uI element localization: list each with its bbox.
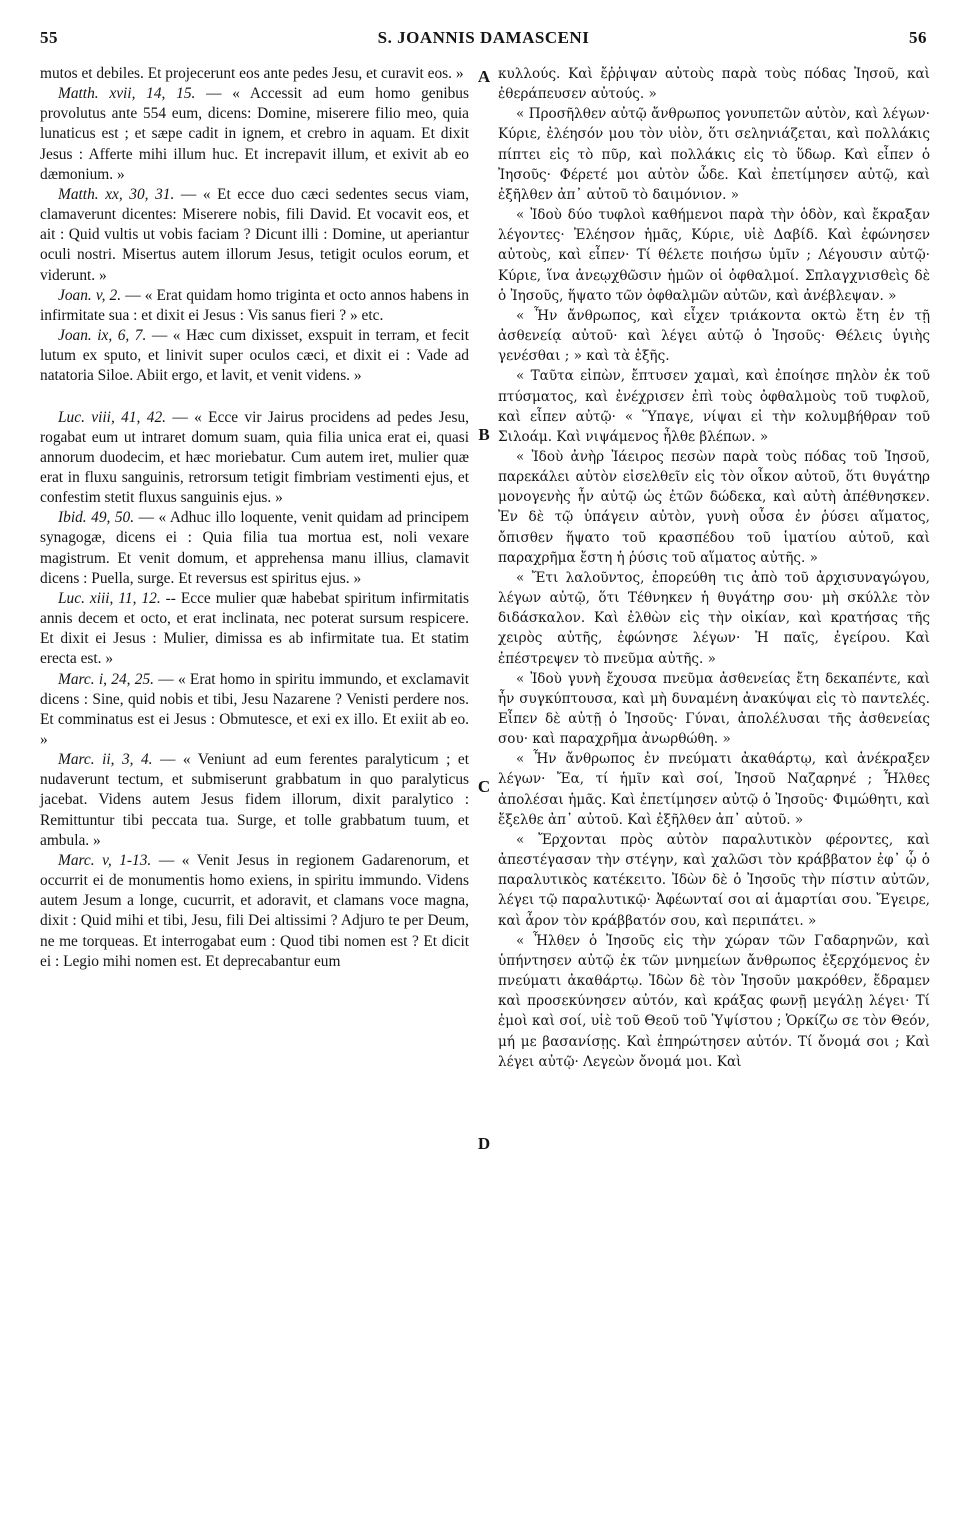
greek-column (498, 64, 930, 1072)
latin-paragraph: Joan. v, 2. — « Erat quidam homo triginta et octo annos habens in infirmitate sua : et dixit ei Jesus : Vis sanus fieri ? » etc. (40, 286, 470, 324)
latin-paragraph: Matth. xx, 30, 31. — « Et ecce duo cæci sedentes secus viam, clamaverunt dicentes: Miserere nobis, fili David. Et vocavit eos, et ait : Quid vultis ut vobis faciam ? Dicunt illi : Domine, ut aperiantur oculi nostri. Misertus autem illorum Jesus, tetigit oculos eorum, et viderunt. » (40, 185, 469, 284)
latin-paragraph: mutos et debiles. Et projecerunt eos ante pedes Jesu, et curavit eos. » (40, 65, 464, 82)
greek-paragraph: « Ἰδοὺ γυνὴ ἔχουσα πνεῦμα ἀσθενείας ἔτη δεκαπέντε, καὶ ἦν συγκύπτουσα, καὶ μὴ δυναμένη ἀνακύψαι εἰς τὸ παντελές. Εἶπεν δὲ αὐτῇ ὁ Ἰησοῦς· Γύναι, ἀπολέλυσαι τῆς ἀσθενείας σου· καὶ παραχρῆμα ἀνωρθώθη. » (498, 670, 930, 748)
margin-letter-c: C (477, 777, 491, 796)
latin-paragraph: Matth. xvii, 14, 15. — « Accessit ad eum homo genibus provolutus ante 554 eum, dicens: Domine, miserere filio meo, quia lunaticus est ; et sæpe cadit in ignem, et crebro in aquam. Et dixit Jesus : Afferte mihi illum huc. Et increpavit illum, et exivit ab eo dæmonium. » (40, 85, 469, 183)
greek-paragraph: « Ἔτι λαλοῦντος, ἐπορεύθη τις ἀπὸ τοῦ ἀρχισυναγώγου, λέγων αὐτῷ, ὅτι Τέθνηκεν ἡ θυγάτηρ σου· μὴ σκύλλε τὸν διδάσκαλον. Καὶ ἐλθὼν εἰς τὴν οἰκίαν, καὶ κρατήσας τῆς χειρὸς αὐτῆς, ἐφώνησε λέγων· Ἡ παῖς, ἐγείρου. Καὶ ἐπέστρεψεν τὸ πνεῦμα αὐτῆς. » (498, 569, 930, 667)
greek-paragraph: « Ἰδοὺ δύο τυφλοὶ καθήμενοι παρὰ τὴν ὁδὸν, καὶ ἔκραξαν λέγοντες· Ἐλέησον ἡμᾶς, Κύριε, υἱὲ Δαβίδ. Καὶ ἐφώνησεν αὐτοὺς, καὶ εἶπεν· Τί θέλετε ποιήσω ὑμῖν ; Λέγουσιν αὐτῷ· Κύριε, ἵνα ἀνεῳχθῶσιν ἡμῶν οἱ ὀφθαλμοί. Σπλαγχνισθεὶς δὲ ὁ Ἰησοῦς, ἥψατο τῶν ὀφθαλμῶν αὐτῶν, καὶ ἀνέβλεψαν. » (498, 207, 930, 304)
greek-paragraph: « Ἰδοὺ ἀνὴρ Ἰάειρος πεσὼν παρὰ τοὺς πόδας τοῦ Ἰησοῦ, παρεκάλει αὐτὸν εἰσελθεῖν εἰς τὸν οἶκον αὐτοῦ, ὅτι θυγάτηρ μονογενὴς ἦν αὐτῷ ὡς ἐτῶν δώδεκα, καὶ αὐτὴ ἀπέθνησκεν. Ἐν δὲ τῷ ὑπάγειν αὐτὸν, γυνὴ οὖσα ἐν ῥύσει αἵματος, ὄπισθεν ἥψατο τοῦ κρασπέδου τοῦ ἱματίου αὐτοῦ, καὶ παραχρῆμα ἔστη ἡ ῥύσις τοῦ αἵματος αὐτῆς. » (498, 448, 930, 566)
latin-column (40, 64, 469, 972)
running-title: S. JOANNIS DAMASCENI (377, 28, 590, 47)
page-number-left: 55 (40, 28, 58, 47)
greek-paragraph: « Προσῆλθεν αὐτῷ ἄνθρωπος γονυπετῶν αὐτὸν, καὶ λέγων· Κύριε, ἐλέησόν μου τὸν υἱὸν, ὅτι σεληνιάζεται, καὶ πολλάκις πίπτει εἰς τὸ πῦρ, καὶ πολλάκις εἰς τὸ ὕδωρ. Καὶ εἶπεν ὁ Ἰησοῦς· Φέρετέ μοι αὐτὸν ὧδε. Καὶ ἐπετίμησεν αὐτῷ, καὶ ἐξῆλθεν ἀπ᾿ αὐτοῦ τὸ δαιμόνιον. » (498, 106, 930, 203)
margin-letter-d: D (477, 1134, 491, 1153)
latin-paragraph: Luc. viii, 41, 42. — « Ecce vir Jairus procidens ad pedes Jesu, rogabat eum ut intraret domum suam, quia filia unica erat ei, quasi annorum duodecim, et hæc moriebatur. Cum autem iret, mulier quæ erat in fluxu sanguinis, retrorsum tetigit fimbriam vestimenti ejus, et confestim stetit fluxus sanguinis ejus. » (40, 408, 469, 507)
greek-paragraph: « Ἔρχονται πρὸς αὐτὸν παραλυτικὸν φέροντες, καὶ ἀπεστέγασαν τὴν στέγην, καὶ χαλῶσι τὸν κράββατον ἐφ᾿ ᾧ ὁ παραλυτικὸς κατέκειτο. Ἰδὼν δὲ ὁ Ἰησοῦς τὴν πίστιν αὐτῶν, λέγει τῷ παραλυτικῷ· Ἀφέωνταί σοι αἱ ἁμαρτίαι σου. Ἔγειρε, καὶ ἆρον τὸν κράββατόν σου, καὶ περιπάτει. » (498, 831, 930, 929)
latin-paragraph: Luc. xiii, 11, 12. -- Ecce mulier quæ habebat spiritum infirmitatis annis decem et octo, et erat inclinata, nec poterat sursum respicere. Et dixit ei Jesus : Mulier, dimissa es ab infirmitate tua. Et statim erecta est. » (40, 589, 469, 668)
greek-paragraph: « Ταῦτα εἰπὼν, ἔπτυσεν χαμαὶ, καὶ ἐποίησε πηλὸν ἐκ τοῦ πτύσματος, καὶ ἐνέχρισεν ἐπὶ τοὺς ὀφθαλμοὺς τοῦ τυφλοῦ, καὶ εἶπεν αὐτῷ· « Ὕπαγε, νίψαι εἰ τὴν κολυμβήθραν τοῦ Σιλοάμ. Καὶ νιψάμενος ἦλθε βλέπων. » (498, 368, 930, 445)
greek-paragraph: κυλλούς. Καὶ ἔῤῥιψαν αὐτοὺς παρὰ τοὺς πόδας Ἰησοῦ, καὶ ἐθεράπευσεν αὐτούς. » (498, 66, 930, 103)
latin-paragraph: Marc. ii, 3, 4. — « Veniunt ad eum ferentes paralyticum ; et nudaverunt tectum, et submiserunt grabbatum in quo paralyticus jacebat. Videns autem Jesus fidem illorum, dixit paralytico : Remittuntur tibi peccata tua. Surge, et tolle grabbatum tuum, et ambula. » (40, 751, 469, 849)
latin-paragraph: Marc. v, 1-13. — « Venit Jesus in regionem Gadarenorum, et occurrit ei de monumentis homo exiens, in spiritu immundo. Videns autem Jesum a longe, cucurrit, et adoravit, et clamans voce magna, dixit : Quid mihi et tibi, Jesu, fili Dei altissimi ? Adjuro te per Deum, ne me torqueas. Et interrogabat eum : Quod tibi nomen est ? Et dicit ei : Legio mihi nomen est. Et deprecabantur eum (40, 851, 469, 970)
latin-paragraph: Marc. i, 24, 25. — « Erat homo in spiritu immundo, et exclamavit dicens : Sine, quid nobis et tibi, Jesu Nazarene ? Venisti perdere nos. Et comminatus est ei Jesus : Obmutesce, et exi ex illo. Et exiit ab eo. » (40, 670, 469, 748)
latin-paragraph: Ibid. 49, 50. — « Adhuc illo loquente, venit quidam ad principem synagogæ, dicens ei : Quia filia tua mortua est, noli vexare magistrum. Et venit domum, et apprehensa manu illius, clamavit dicens : Puella, surge. Et reversus est spiritus ejus. » (40, 509, 470, 587)
greek-paragraph: « Ἦν ἄνθρωπος, καὶ εἶχεν τριάκοντα οκτὼ ἔτη ἐν τῇ ἀσθενείᾳ αὐτοῦ· καὶ λέγει αὐτῷ ὁ Ἰησοῦς· Θέλεις ὑγιὴς γενέσθαι ; » καὶ τὰ ἑξῆς. (498, 307, 930, 365)
margin-letter-a: A (477, 67, 491, 86)
greek-paragraph: « Ἦλθεν ὁ Ἰησοῦς εἰς τὴν χώραν τῶν Γαδαρηνῶν, καὶ ὑπήντησεν αὐτῷ ἐκ τῶν μνημείων ἄνθρωπος ἐξερχόμενος ἐν πνεύματι ἀκαθάρτῳ. Ἰδὼν δὲ τὸν Ἰησοῦν μακρόθεν, ἔδραμεν καὶ προσεκύνησεν αὐτόν, καὶ κράξας φωνῇ μεγάλῃ λέγει· Τί ἐμοὶ καὶ σοί, υἱὲ τοῦ Θεοῦ τοῦ Ὑψίστου ; Ὁρκίζω σε τὸν Θεόν, μή με βασανίσῃς. Καὶ ἐπηρώτησεν αὐτόν. Τί ὄνομά σοι ; Καὶ λέγει αὐτῷ· Λεγεὼν ὄνομά μοι. Καὶ (498, 932, 930, 1070)
page-header (40, 28, 927, 58)
page-number-right: 56 (909, 28, 927, 47)
margin-letter-b: B (478, 425, 490, 444)
latin-paragraph: Joan. ix, 6, 7. — « Hæc cum dixisset, exspuit in terram, et fecit lutum ex sputo, et linivit super oculos cæci, et dixit ei : Vade ad natatoria Siloe. Abiit ergo, et lavit, et venit videns. » (40, 327, 469, 385)
greek-paragraph: « Ἦν ἄνθρωπος ἐν πνεύματι ἀκαθάρτῳ, καὶ ἀνέκραξεν λέγων· Ἔα, τί ἡμῖν καὶ σοί, Ἰησοῦ Ναζαρηνέ ; Ἦλθες ἀπολέσαι ἡμᾶς. Καὶ ἐπετίμησεν αὐτῷ ὁ Ἰησοῦς· Φιμώθητι, καὶ ἔξελθε ἀπ᾿ αὐτοῦ. Καὶ ἐξῆλθεν ἀπ᾿ αὐτοῦ. » (498, 751, 930, 828)
